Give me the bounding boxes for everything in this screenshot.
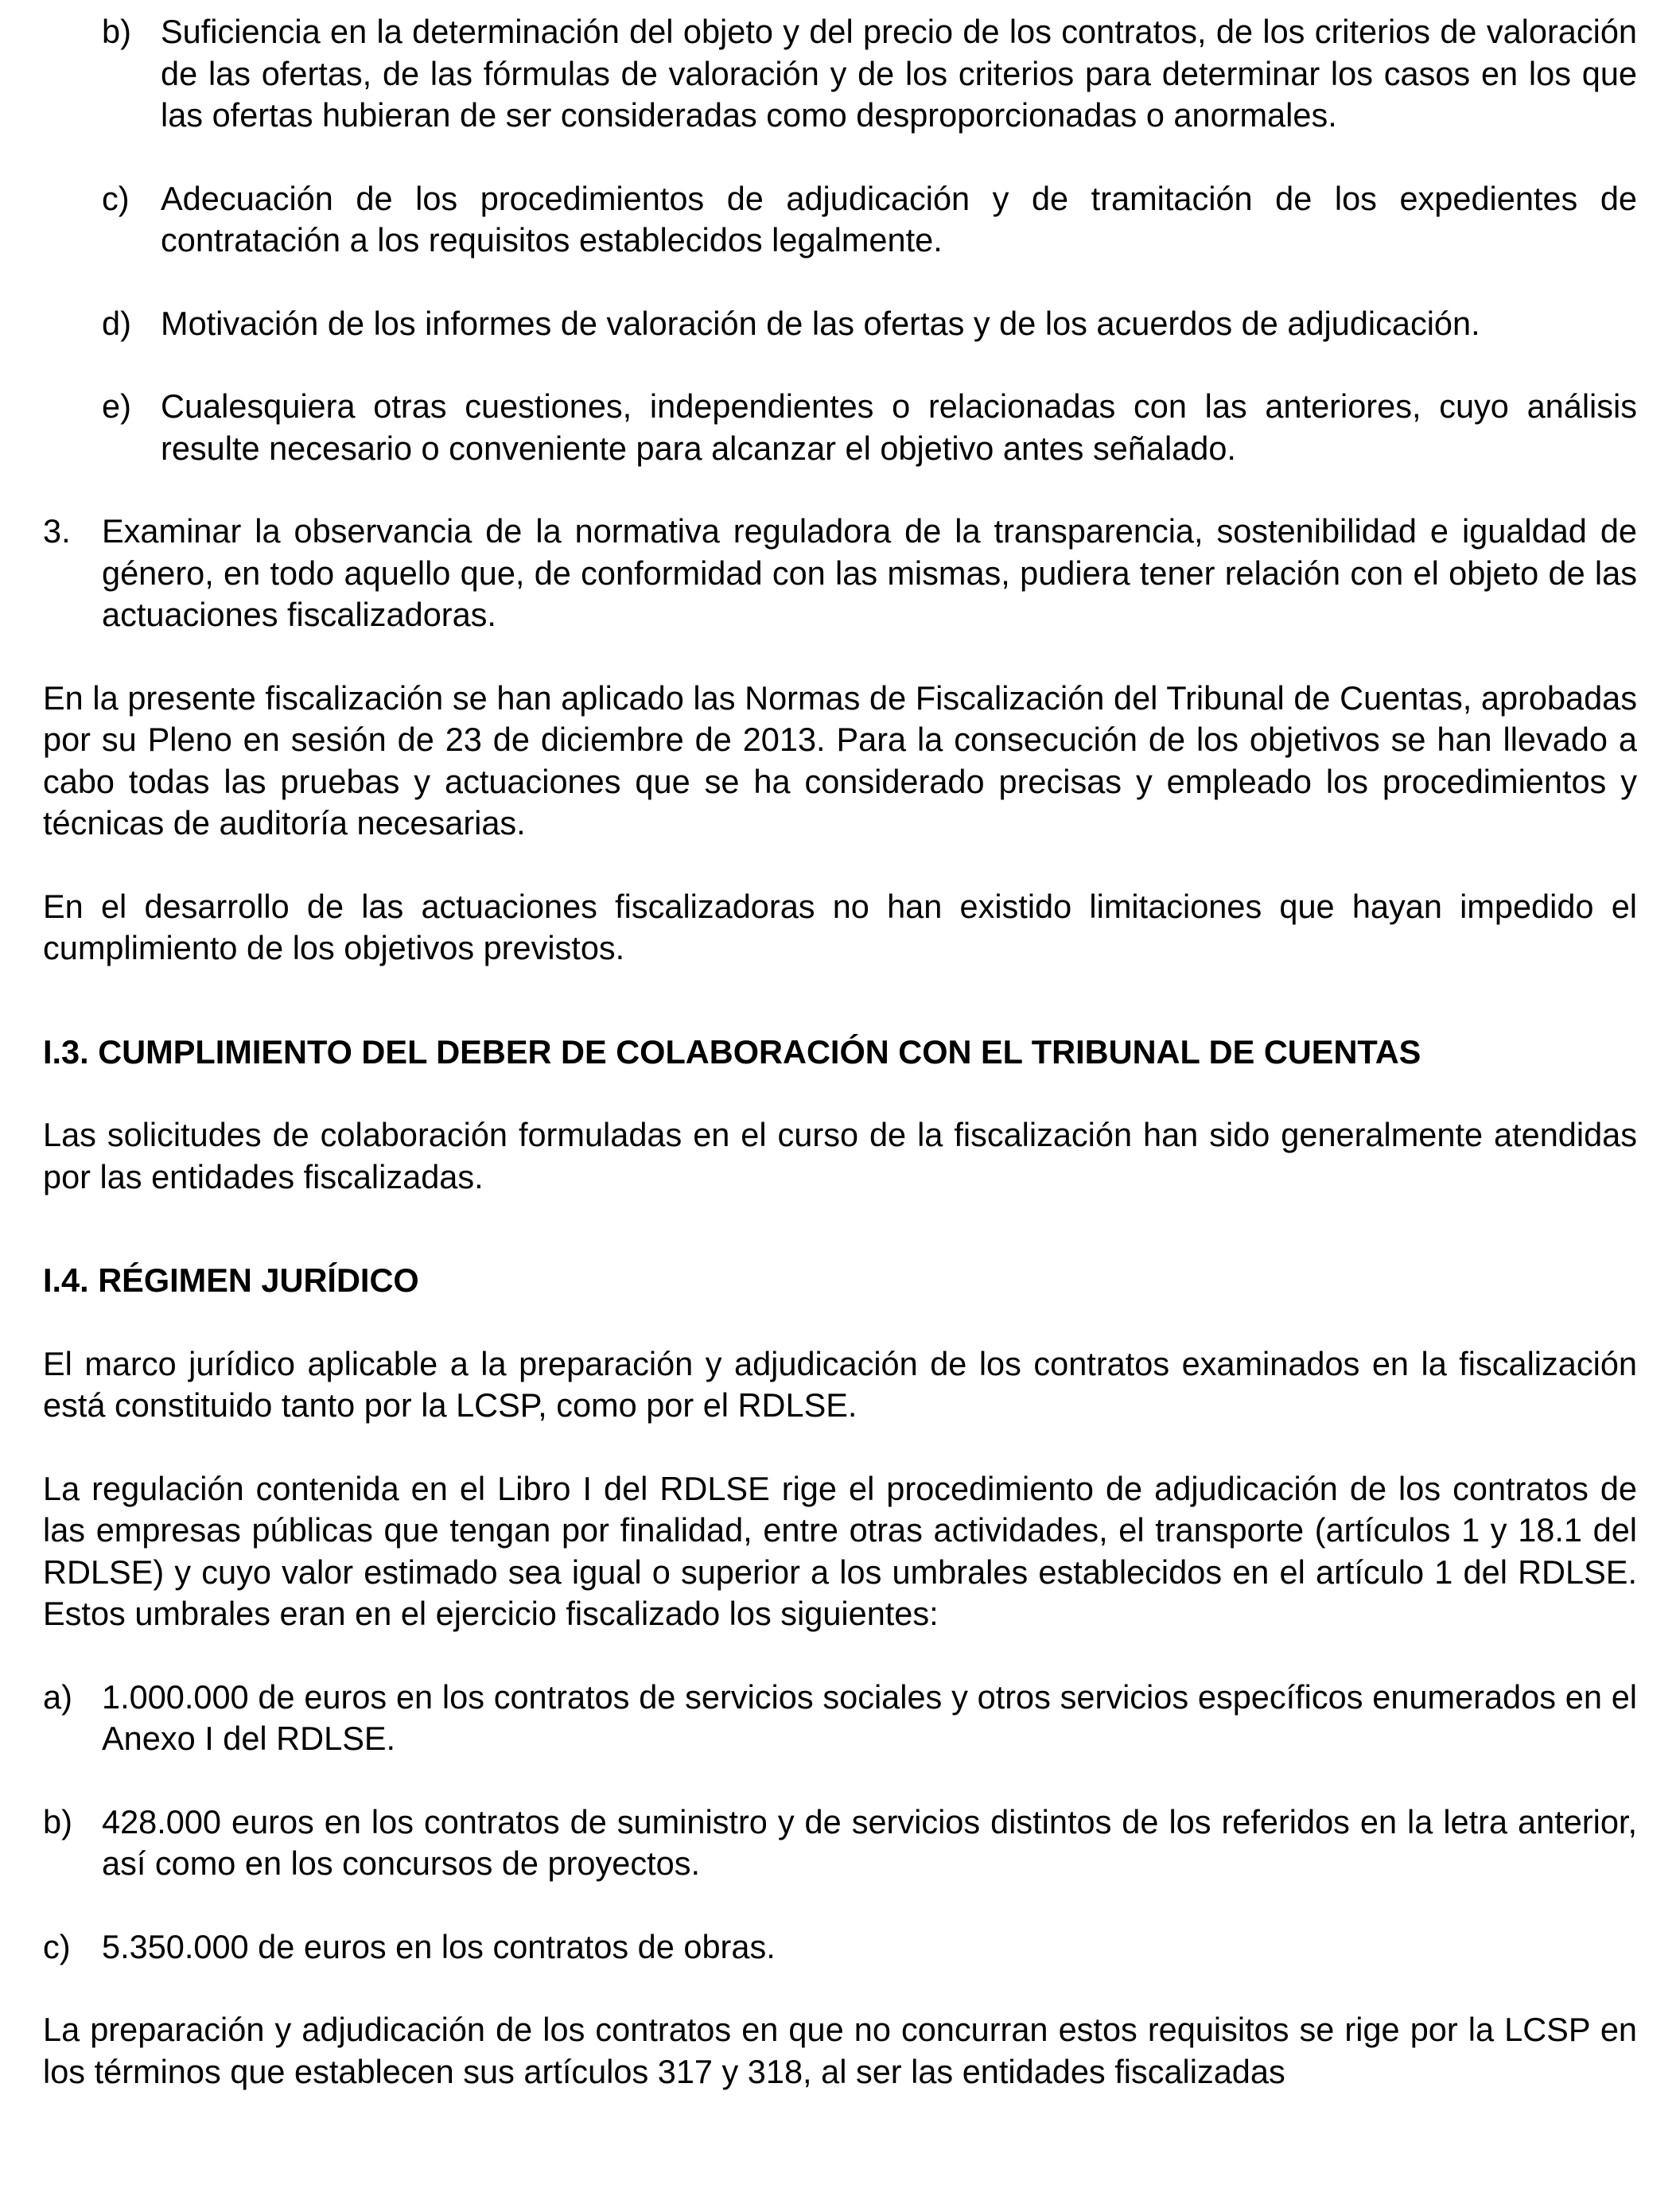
paragraph-regulacion: La regulación contenida en el Libro I del RDLSE rige el procedimiento de adjudicación de los contratos de las empresas públicas que tengan por finalidad, entre otras actividades, el transporte (artículos 1 y 18.1 del RDLSE) y cuyo valor estimado sea igual o superior a los umbrales establecidos en el artículo 1 del RDLSE. Estos umbrales eran en el ejercicio fiscalizado los siguientes:: [43, 1469, 1637, 1632]
paragraph-preparacion: La preparación y adjudicación de los contratos en que no concurran estos requisitos se rige por la LCSP en los términos que establecen sus artículos 317 y 318, al ser las entidades fiscalizadas: [43, 2011, 1637, 2090]
list-item: [102, 386, 1637, 469]
list-marker: 3.: [43, 512, 71, 550]
list-marker: d): [102, 304, 131, 342]
list-marker: b): [102, 13, 131, 50]
list-marker: c): [43, 1927, 71, 1965]
paragraph-marco-juridico: El marco jurídico aplicable a la preparación y adjudicación de los contratos examinados en la fiscalización está constituido tanto por la LCSP, como por el RDLSE.: [43, 1344, 1637, 1424]
section-heading-i3: I.3. CUMPLIMIENTO DEL DEBER DE COLABORACIÓN CON EL TRIBUNAL DE CUENTAS: [43, 1032, 1421, 1071]
list-marker: a): [43, 1677, 72, 1716]
list-item: [102, 11, 1637, 137]
paragraph-colaboracion: Las solicitudes de colaboración formuladas en el curso de la fiscalización han sido generalmente atendidas por las entidades fiscalizadas.: [43, 1116, 1637, 1195]
numbered-item: [43, 511, 1637, 636]
list-item-text: Cualesquiera otras cuestiones, independientes o relacionadas con las anteriores, cuyo análisis resulte necesario o conveniente para alcanzar el objetivo antes señalado.: [161, 387, 1637, 467]
list-marker: e): [102, 387, 131, 425]
list-item-text: 5.350.000 de euros en los contratos de obras.: [102, 1927, 776, 1965]
paragraph-normas: En la presente fiscalización se han aplicado las Normas de Fiscalización del Tribunal de Cuentas, aprobadas por su Pleno en sesión de 23 de diciembre de 2013. Para la consecución de los objetivos se han llevado a cabo todas las pruebas y actuaciones que se ha considerado precisas y empleado los procedimientos y técnicas de auditoría necesarias.: [43, 678, 1637, 841]
threshold-item: [43, 1677, 1637, 1760]
list-item-text: Suficiencia en la determinación del objeto y del precio de los contratos, de los criterios de valoración de las ofertas, de las fórmulas de valoración y de los criterios para determinar los casos en los que las ofertas hubieran de ser consideradas como desproporcionadas o anormales.: [161, 13, 1637, 134]
section-heading-i4: I.4. RÉGIMEN JURÍDICO: [43, 1261, 419, 1299]
list-item: [102, 303, 1637, 345]
threshold-item: [43, 1926, 1637, 1969]
list-item-text: Examinar la observancia de la normativa reguladora de la transparencia, sostenibilidad e igualdad de género, en todo aquello que, de conformidad con las mismas, pudiera tener relación con el objeto de las actuaciones fiscalizadoras.: [102, 512, 1637, 633]
threshold-item: [43, 1801, 1637, 1885]
list-item-text: Adecuación de los procedimientos de adjudicación y de tramitación de los expedientes de contratación a los requisitos establecidos legalmente.: [161, 179, 1637, 258]
paragraph-limitaciones: En el desarrollo de las actuaciones fiscalizadoras no han existido limitaciones que hayan impedido el cumplimiento de los objetivos previstos.: [43, 887, 1637, 966]
list-item-text: Motivación de los informes de valoración de las ofertas y de los acuerdos de adjudicación.: [161, 304, 1480, 342]
list-item-text: 428.000 euros en los contratos de suministro y de servicios distintos de los referidos en la letra anterior, así como en los concursos de proyectos.: [102, 1802, 1637, 1882]
list-marker: c): [102, 179, 130, 217]
document-page: [43, 11, 1637, 2093]
list-marker: b): [43, 1802, 72, 1840]
list-item: [102, 178, 1637, 262]
list-item-text: 1.000.000 de euros en los contratos de servicios sociales y otros servicios específicos enumerados en el Anexo I del RDLSE.: [102, 1677, 1637, 1757]
